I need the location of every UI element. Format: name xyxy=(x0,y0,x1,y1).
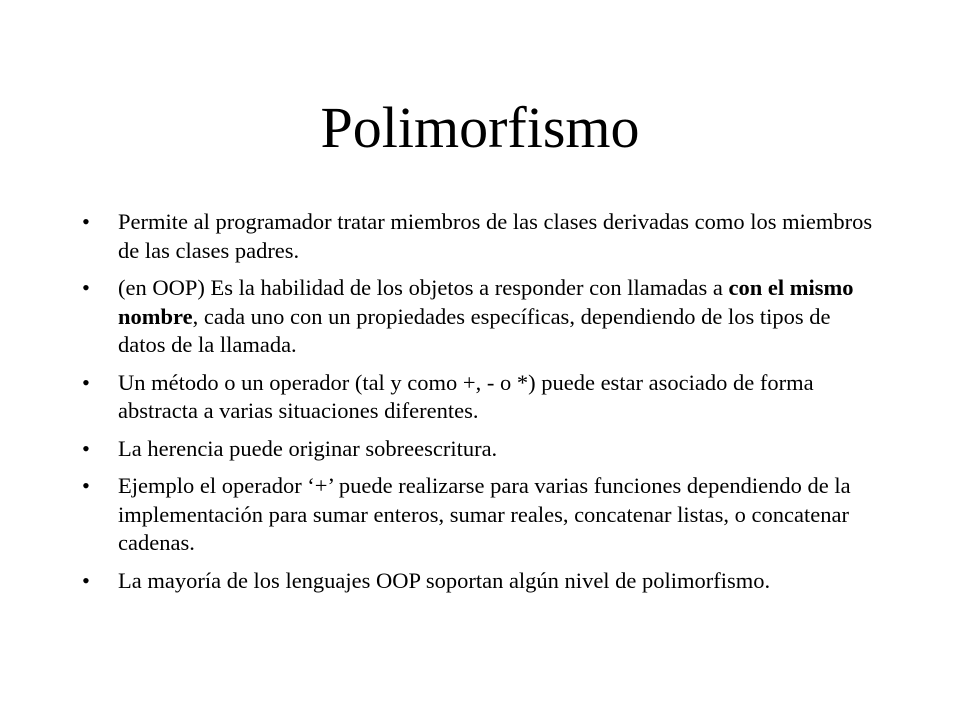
bullet-dot-icon: • xyxy=(82,209,90,234)
bullet-dot-icon: • xyxy=(82,473,90,498)
slide-title: Polimorfismo xyxy=(320,95,640,160)
bullet-dot-icon: • xyxy=(82,435,90,461)
bullet-text-segment: (en OOP) Es la habilidad de los objetos a responder con llamadas a xyxy=(118,275,729,300)
bullet-text-segment: Permite al programador tratar miembros de las clases derivadas como los miembros de las clases padres. xyxy=(118,209,873,263)
bullet-text xyxy=(118,473,851,555)
bullet-item xyxy=(82,567,882,596)
bullet-text-segment: Un método o un operador (tal y como +, - o *) puede estar asociado de forma abstracta a varias situaciones diferentes. xyxy=(118,369,814,423)
bullet-text xyxy=(118,370,814,424)
bullet-dot-icon: • xyxy=(82,567,90,593)
bullet-text xyxy=(118,568,770,593)
bullet-item xyxy=(82,208,882,265)
bullet-text xyxy=(118,209,872,263)
bullet-item xyxy=(82,435,882,464)
bullet-dot-icon: • xyxy=(82,275,90,300)
bullet-text-segment: Ejemplo el operador ‘+’ puede realizarse para varias funciones dependiendo de la implementación para sumar enteros, sumar reales, concatenar listas, o concatenar cadenas. xyxy=(118,473,851,555)
bullet-text-emphasis: con el mismo nombre xyxy=(118,275,854,329)
bullet-list xyxy=(82,208,882,604)
bullet-text-segment: La herencia puede originar sobreescritura. xyxy=(118,435,498,461)
bullet-text xyxy=(118,436,497,461)
bullet-item xyxy=(82,274,882,360)
bullet-text-segment: La mayoría de los lenguajes OOP soportan algún nivel de polimorfismo. xyxy=(118,567,771,593)
bullet-text xyxy=(118,275,853,357)
bullet-dot-icon: • xyxy=(82,369,90,395)
bullet-text-segment: , cada uno con un propiedades específicas, dependiendo de los tipos de datos de la llamada. xyxy=(118,303,831,357)
bullet-item xyxy=(82,472,882,558)
bullet-item xyxy=(82,369,882,426)
